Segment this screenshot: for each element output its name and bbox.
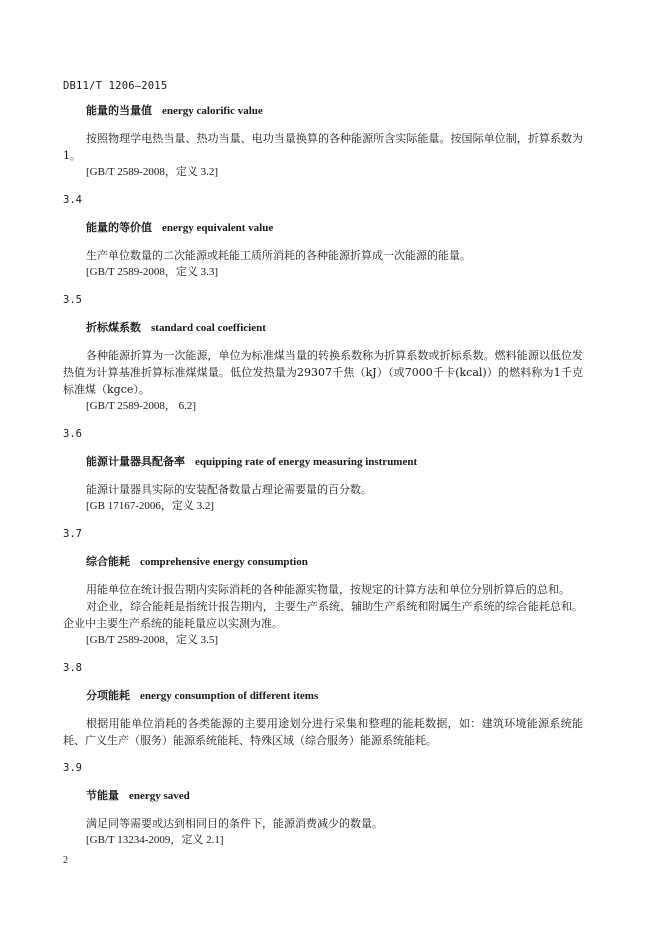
term-entry-3-4 bbox=[63, 194, 583, 281]
term-entry-3-7 bbox=[63, 528, 583, 649]
term-chinese: 综合能耗 bbox=[86, 555, 130, 568]
term-definition: 各种能源折算为一次能源，单位为标准煤当量的转换系数称为折算系数或折标系数。燃料能源以低位发热值为计算基准折算标准煤煤量。低位发热量为29307千焦（kJ）（或7000千卡(kcal)）的燃料称为1千克标准煤（kgce）。 bbox=[63, 349, 583, 396]
term-definition: 满足同等需要或达到相同目的条件下，能源消费减少的数量。 bbox=[86, 817, 383, 830]
term-reference: [GB/T 2589-2008，定义 3.5] bbox=[86, 634, 219, 646]
term-english: equipping rate of energy measuring instrument bbox=[195, 456, 418, 468]
clause-number: 3.6 bbox=[63, 428, 82, 440]
term-reference: [GB/T 13234-2009，定义 2.1] bbox=[86, 834, 224, 846]
document-code-header: DB11/T 1206—2015 bbox=[63, 80, 168, 92]
term-chinese: 能量的当量值 bbox=[86, 104, 152, 117]
term-definition: 生产单位数量的二次能源或耗能工质所消耗的各种能源折算成一次能源的能量。 bbox=[86, 249, 471, 262]
term-heading bbox=[86, 789, 583, 803]
term-entry-3-8 bbox=[63, 662, 583, 749]
term-entry-3-5 bbox=[63, 294, 583, 415]
term-chinese: 能量的等价值 bbox=[86, 221, 152, 234]
term-english: energy equivalent value bbox=[162, 222, 274, 234]
term-entry-3-3 bbox=[63, 104, 583, 181]
term-english: energy calorific value bbox=[162, 105, 263, 117]
term-english: comprehensive energy consumption bbox=[140, 556, 308, 568]
term-chinese: 折标煤系数 bbox=[86, 321, 141, 334]
term-definition: 对企业，综合能耗是指统计报告期内，主要生产系统、辅助生产系统和附属生产系统的综合能耗总和。企业中主要生产系统的能耗量应以实测为准。 bbox=[63, 600, 583, 630]
clause-number: 3.5 bbox=[63, 294, 82, 306]
clause-number: 3.4 bbox=[63, 194, 82, 206]
term-chinese: 能源计量器具配备率 bbox=[86, 455, 185, 468]
term-definition: 能源计量器具实际的安装配备数量占理论需要量的百分数。 bbox=[86, 483, 372, 496]
term-english: standard coal coefficient bbox=[151, 322, 266, 334]
term-reference: [GB/T 2589-2008，定义 3.2] bbox=[86, 166, 219, 178]
term-heading bbox=[86, 689, 583, 703]
terms-content bbox=[63, 104, 583, 862]
term-chinese: 节能量 bbox=[86, 789, 119, 802]
term-heading bbox=[86, 221, 583, 235]
term-heading bbox=[86, 321, 583, 335]
term-definition: 根据用能单位消耗的各类能源的主要用途划分进行采集和整理的能耗数据，如：建筑环境能源系统能耗、广义生产（服务）能源系统能耗、特殊区域（综合服务）能源系统能耗。 bbox=[63, 717, 583, 747]
page-number: 2 bbox=[63, 855, 68, 866]
term-reference: [GB/T 2589-2008，定义 3.3] bbox=[86, 266, 219, 278]
clause-number: 3.8 bbox=[63, 662, 82, 674]
term-entry-3-6 bbox=[63, 428, 583, 515]
term-english: energy saved bbox=[129, 790, 190, 802]
term-definition: 按照物理学电热当量、热功当量、电功当量换算的各种能源所含实际能量。按国际单位制，折算系数为1。 bbox=[63, 132, 583, 162]
term-definition: 用能单位在统计报告期内实际消耗的各种能源实物量，按规定的计算方法和单位分别折算后的总和。 bbox=[86, 583, 570, 596]
term-heading bbox=[86, 455, 583, 469]
term-reference: [GB/T 2589-2008， 6.2] bbox=[86, 400, 197, 412]
clause-number: 3.9 bbox=[63, 762, 82, 774]
term-entry-3-9 bbox=[63, 762, 583, 849]
clause-number: 3.7 bbox=[63, 528, 82, 540]
term-english: energy consumption of different items bbox=[140, 690, 319, 702]
term-heading bbox=[86, 555, 583, 569]
term-heading bbox=[86, 104, 583, 118]
term-reference: [GB 17167-2006，定义 3.2] bbox=[86, 500, 215, 512]
term-chinese: 分项能耗 bbox=[86, 689, 130, 702]
